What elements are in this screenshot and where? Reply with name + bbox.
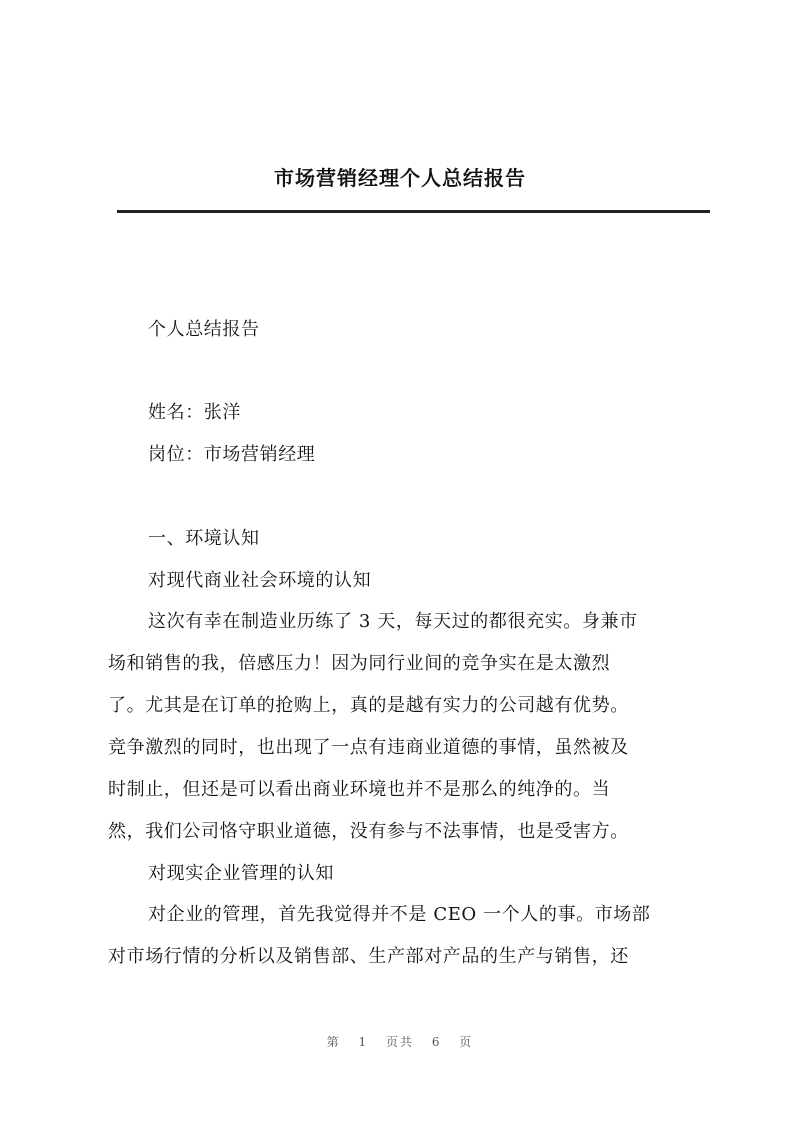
name-line: 姓名：张洋: [148, 402, 241, 423]
paragraph-line: 对市场行情的分析以及销售部、生产部对产品的生产与销售，还: [108, 946, 629, 967]
paragraph-line: 然，我们公司恪守职业道德，没有参与不法事情，也是受害方。: [108, 821, 629, 842]
footer-suffix: 页: [459, 1035, 474, 1049]
paragraph-line: 竞争激烈的同时，也出现了一点有违商业道德的事情，虽然被及: [108, 737, 629, 758]
subsection-title-enterprise-management: 对现实企业管理的认知: [148, 863, 334, 884]
footer-page-number: 1: [358, 1035, 369, 1049]
title-underline: [117, 210, 710, 213]
footer-prefix: 第: [326, 1035, 341, 1049]
position-line: 岗位：市场营销经理: [148, 444, 316, 465]
paragraph-line: 场和销售的我，倍感压力！因为同行业间的竞争实在是太激烈: [108, 653, 611, 674]
paragraph-line: 了。尤其是在订单的抢购上，真的是越有实力的公司越有优势。: [108, 695, 629, 716]
section-title-environment: 一、环境认知: [148, 528, 260, 549]
paragraph-line: 对企业的管理，首先我觉得并不是 CEO 一个人的事。市场部: [148, 904, 651, 925]
document-title: 市场营销经理个人总结报告: [274, 166, 526, 190]
paragraph-line: 这次有幸在制造业历练了 3 天，每天过的都很充实。身兼市: [148, 611, 638, 632]
footer-total-pages: 6: [431, 1035, 442, 1049]
subsection-title-business-environment: 对现代商业社会环境的认知: [148, 570, 372, 591]
report-heading: 个人总结报告: [148, 319, 260, 340]
paragraph-line: 时制止，但还是可以看出商业环境也并不是那么的纯净的。当: [108, 779, 611, 800]
page-footer: [0, 1032, 800, 1052]
footer-middle: 页共: [385, 1035, 414, 1049]
